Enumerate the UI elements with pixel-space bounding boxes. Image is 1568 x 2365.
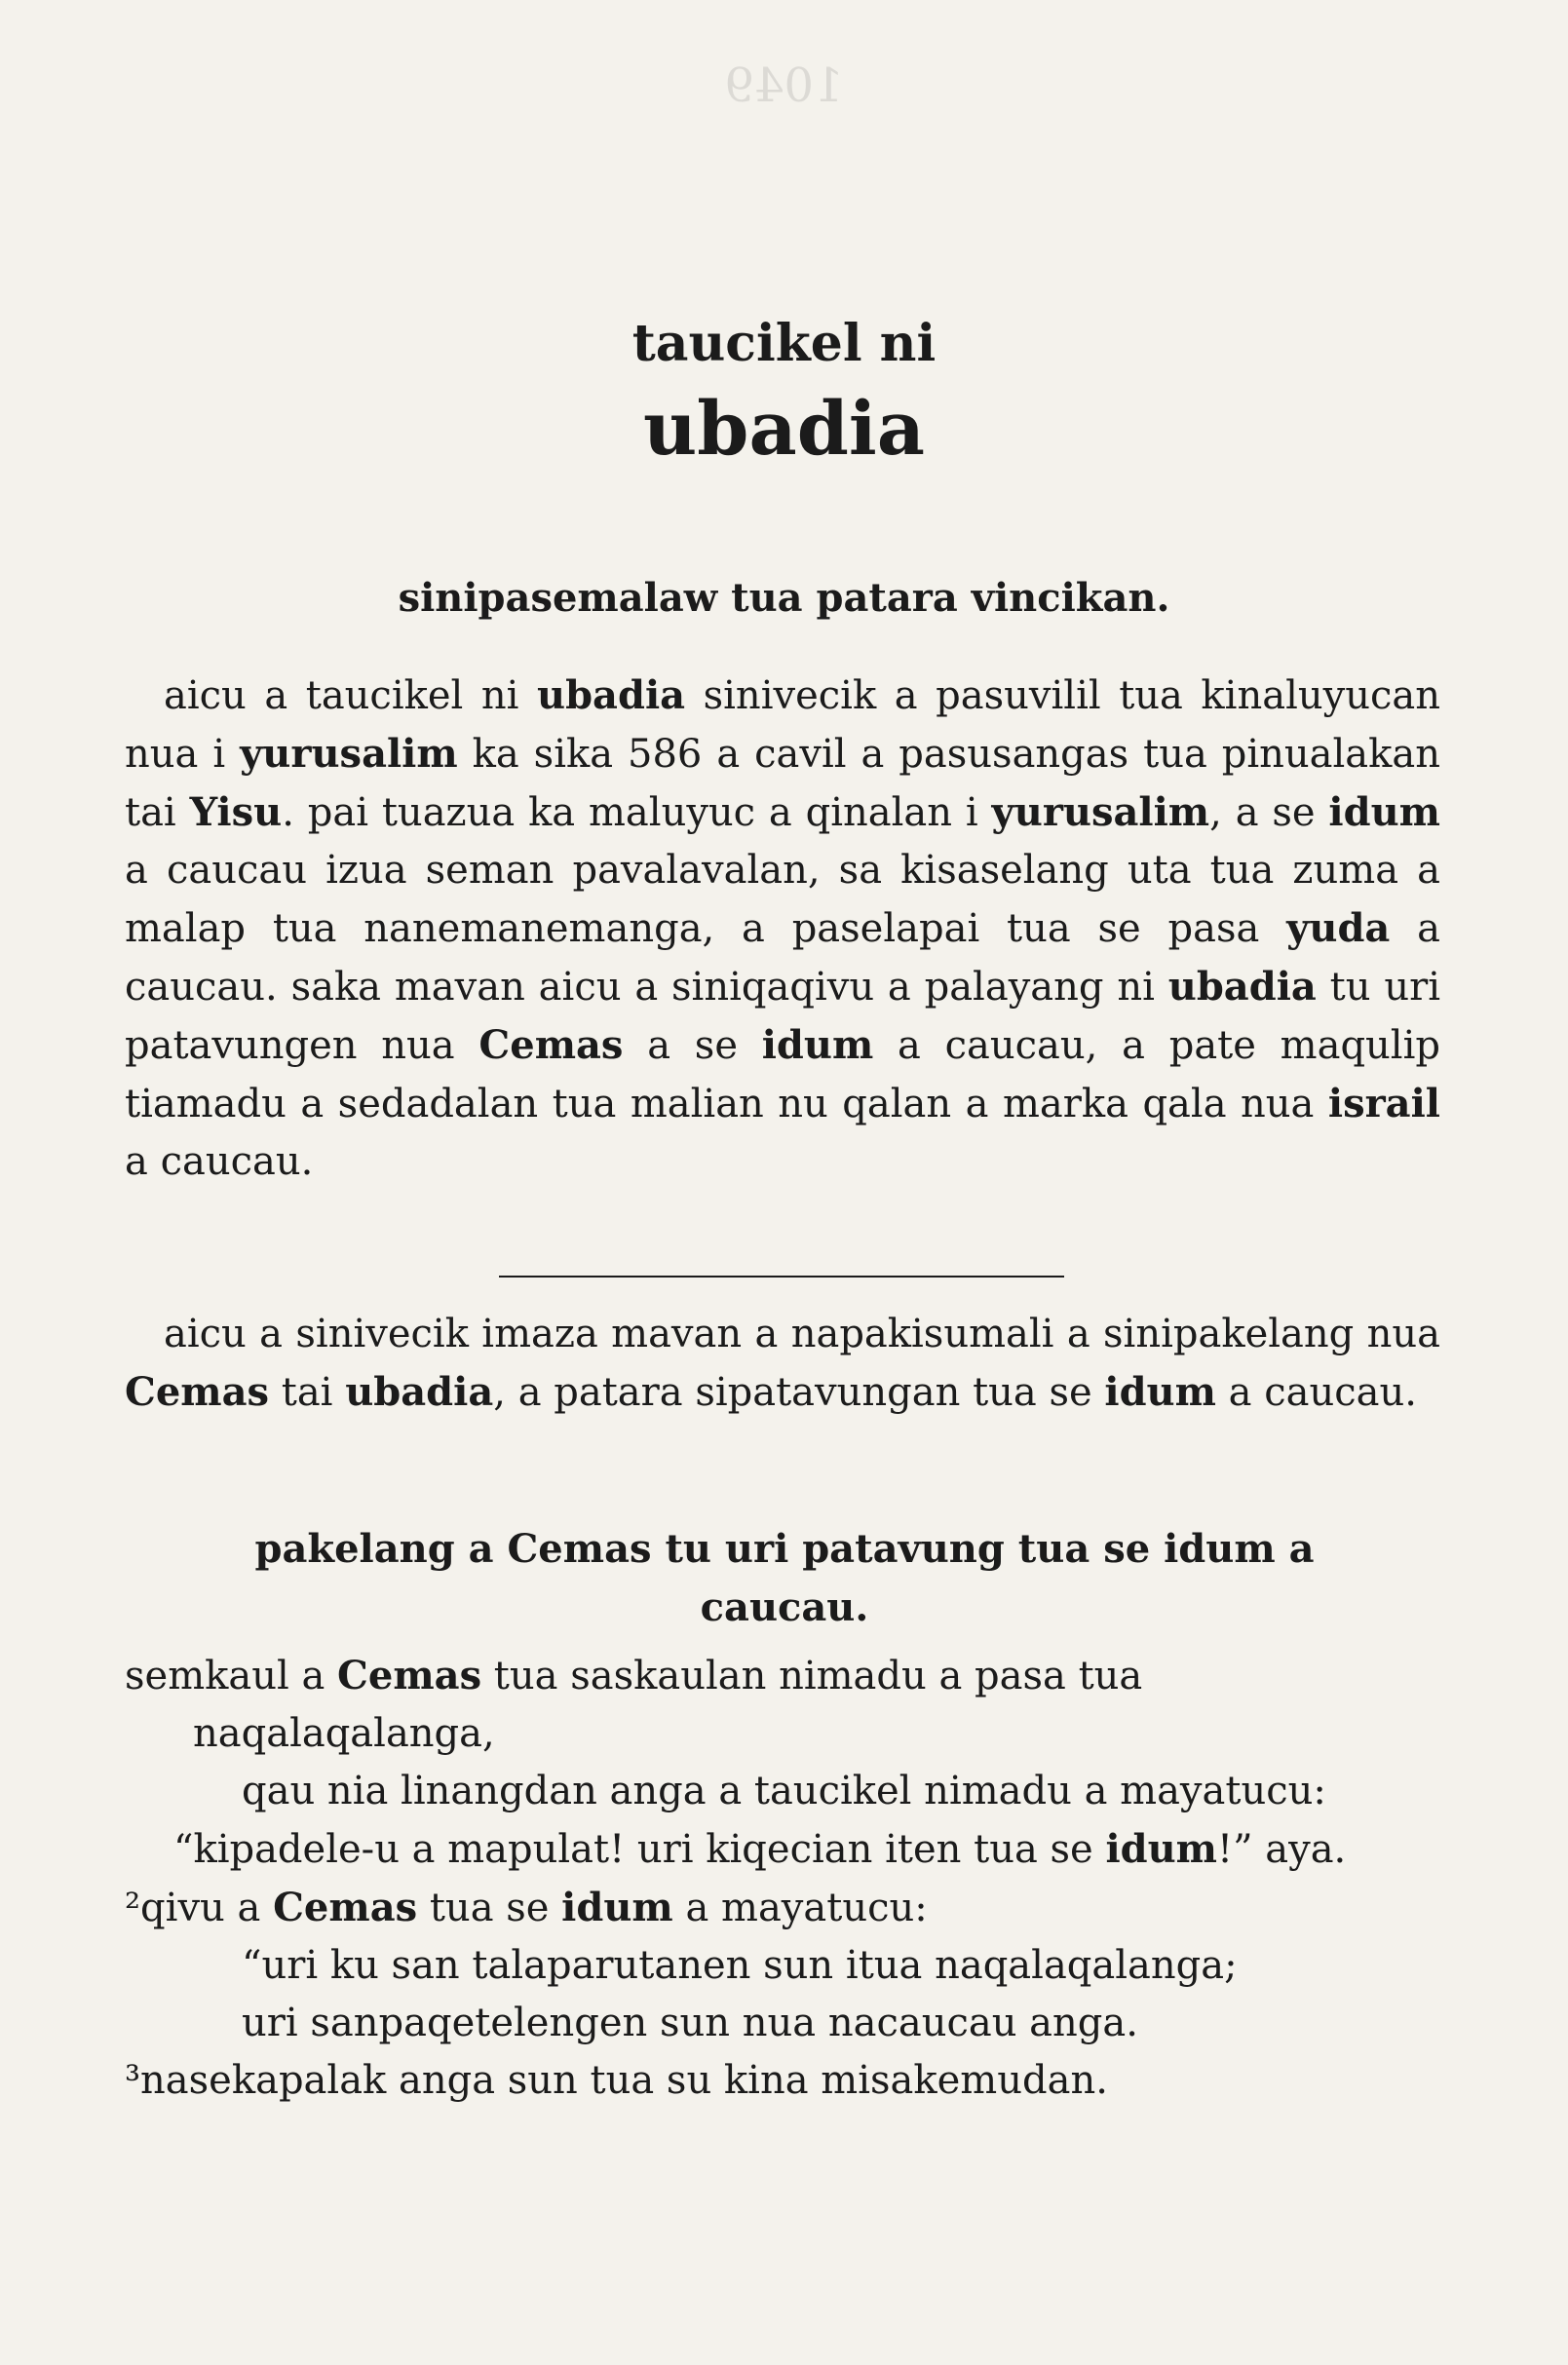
verse-line <box>125 1763 1440 1820</box>
text-run: tu uri patavungen nua <box>125 965 1440 1068</box>
text-run: “kipadele-u a mapulat! uri kiqecian iten tua se <box>173 1827 1106 1872</box>
bold-term: idum <box>1328 789 1440 835</box>
text-run: a se <box>623 1023 762 1068</box>
bold-term: yurusalim <box>991 789 1210 835</box>
verse-line <box>125 1647 1440 1763</box>
book-title-line1: taucikel ni <box>631 314 937 373</box>
text-run: a caucau izua seman pavalavalan, sa kisaselang uta tua zuma a malap tua nanemanemanga, a paselapai tua se pasa <box>125 848 1440 951</box>
bold-term: Yisu <box>189 789 283 835</box>
section-divider <box>499 1276 1064 1278</box>
bold-term: Cemas <box>125 1369 270 1415</box>
text-run: a caucau, a pate maqulip tiamadu a sedadalan tua malian nu qalan a marka qala nua <box>125 1023 1440 1126</box>
section-heading: pakelang a Cemas tu uri patavung tua se idum a caucau. <box>254 1526 1315 1630</box>
text-run: aicu a sinivecik imaza mavan a napakisumali a sinipakelang nua <box>164 1312 1440 1356</box>
bold-term: idum <box>1104 1369 1216 1415</box>
text-run: ³ <box>125 2058 141 2103</box>
verse-line <box>125 2052 1440 2110</box>
text-run: ka sika 586 a cavil a pasusangas tua pinualakan tai <box>125 732 1441 835</box>
bold-term: ubadia <box>1167 964 1317 1010</box>
text-run: a caucau. saka mavan aicu a siniqaqivu a palayang ni <box>125 906 1441 1010</box>
verse-line <box>125 1820 1440 1879</box>
verse-line <box>125 1879 1440 1937</box>
text-run: nasekapalak anga sun tua su kina misakemudan. <box>140 2058 1108 2103</box>
text-run: a caucau. <box>1215 1370 1417 1415</box>
show-through-text: 1049 <box>724 58 844 113</box>
bold-term: yurusalim <box>240 731 458 777</box>
text-run: . pai tuazua ka maluyuc a qinalan i <box>282 790 992 835</box>
text-run: qau nia linangdan anga a taucikel nimadu a mayatucu: <box>242 1769 1326 1813</box>
text-run: aicu a taucikel ni <box>164 673 537 718</box>
text-run: , a se <box>1209 790 1329 835</box>
text-run: , a patara sipatavungan tua se <box>493 1370 1105 1415</box>
text-run: tua se <box>417 1886 562 1930</box>
scripture-text <box>125 1647 1440 2110</box>
bold-term: Cemas <box>337 1653 482 1698</box>
verse-line <box>125 1937 1440 1995</box>
intro-paragraph-2 <box>125 1306 1440 1422</box>
text-run: semkaul a <box>125 1654 338 1698</box>
text-run: uri sanpaqetelengen sun nua nacaucau anga. <box>242 2001 1138 2045</box>
intro-paragraph-1 <box>125 667 1440 1191</box>
text-run: a caucau. <box>125 1139 314 1184</box>
book-title-line2: ubadia <box>643 385 925 472</box>
verse-line <box>125 1995 1440 2052</box>
bold-term: idum <box>1105 1826 1218 1872</box>
bold-term: israil <box>1327 1081 1440 1126</box>
bold-term: idum <box>561 1885 673 1930</box>
text-run: tua saskaulan nimadu a pasa tua naqalaqalanga, <box>193 1654 1143 1756</box>
text-run: qivu a <box>140 1886 274 1930</box>
bold-term: ubadia <box>537 672 686 718</box>
bold-term: ubadia <box>345 1369 494 1415</box>
bold-term: idum <box>761 1022 874 1068</box>
book-subtitle: sinipasemalaw tua patara vincikan. <box>398 575 1170 621</box>
text-run: ² <box>125 1886 141 1930</box>
text-run: !” aya. <box>1217 1827 1347 1872</box>
bold-term: Cemas <box>273 1885 418 1930</box>
text-run: a mayatucu: <box>672 1886 928 1930</box>
bold-term: Cemas <box>478 1022 624 1068</box>
text-run: “uri ku san talaparutanen sun itua naqalaqalanga; <box>242 1943 1238 1988</box>
text-run: sinivecik a pasuvilil tua kinaluyucan nua i <box>125 673 1440 777</box>
text-run: tai <box>269 1370 346 1415</box>
bold-term: yuda <box>1286 905 1391 951</box>
